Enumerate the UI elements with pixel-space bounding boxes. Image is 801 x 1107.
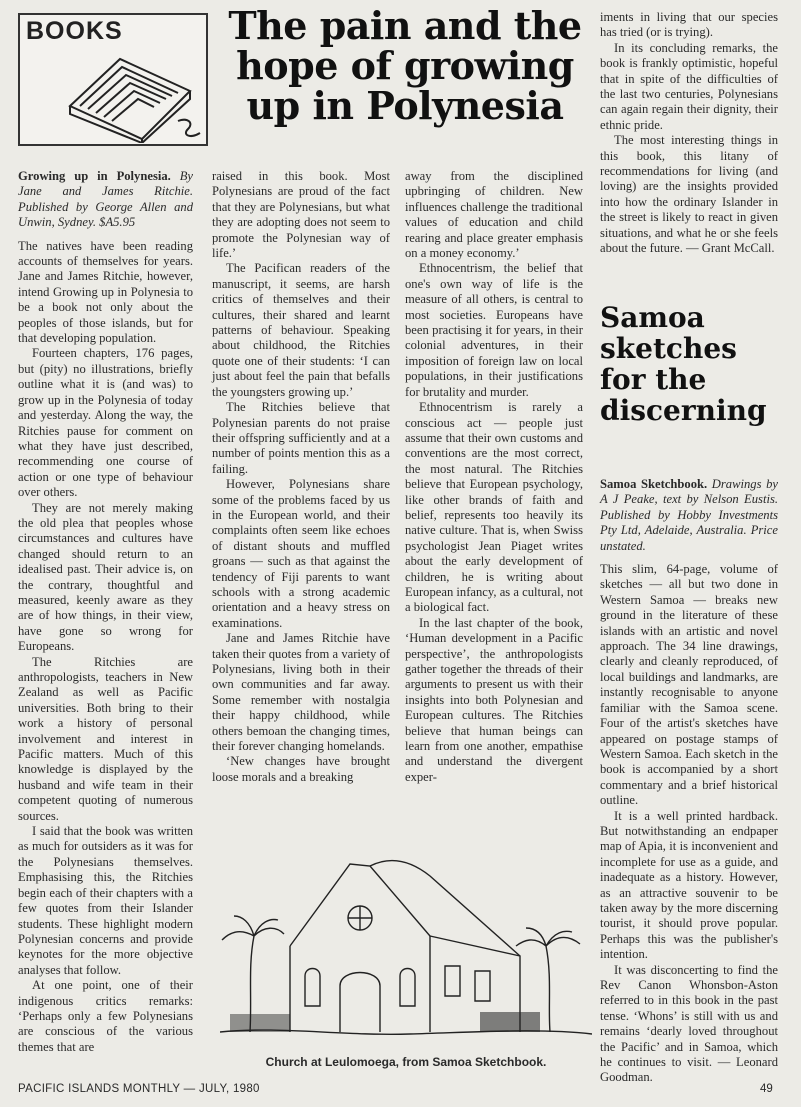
church-illustration (220, 836, 592, 1051)
book-citation-title: Growing up in Polynesia. (18, 169, 171, 183)
paragraph: At one point, one of their indigenous critics remarks: ‘Perhaps only a few Polynesians are conscious of the various themes that are (18, 978, 193, 1054)
paragraph: Fourteen chapters, 176 pages, but (pity) no illustrations, briefly outline what it is (and was) to grow up in the Polynesia of today and yesterday. Along the way, the Ritchies pause for comment on what they have just described, recommending one course of action or one type of behaviour over others. (18, 346, 193, 500)
paragraph: The Pacifican readers of the manuscript, it seems, are harsh critics of themselves and their cultures, their shared and learnt patterns of behaviour. Speaking about childhood, the Ritchies quote one of their students: ‘I can just about feel the pain that befalls the youngsters growing up.’ (212, 261, 390, 399)
book-citation-title: Samoa Sketchbook. (600, 477, 708, 491)
paragraph: In the last chapter of the book, ‘Human development in a Pacific perspective’, the anthropologists gather together the threads of their arguments to present us with their insights into both Polynesian and European cultures. The Ritchies believe that human beings can learn from one another, empathise and understand the divergent exper- (405, 615, 583, 784)
column-3 (405, 169, 583, 785)
paragraph: Ethnocentrism, the belief that one's own way of life is the measure of all others, is central to most societies. Europeans have been practising it for years, in their colonial adventures, in their imposition of foreign law on local populations, in their justifications for brutality and murder. (405, 261, 583, 399)
paragraph: I said that the book was written as much for outsiders as it was for the Polynesians themselves. Emphasising this, the Ritchies begin each of their chapters with a few quotes from their Islander students. These highlight modern Polynesian concerns and provide keynotes for the more objective analyses that follow. (18, 824, 193, 977)
paragraph: Jane and James Ritchie have taken their quotes from a variety of Polynesians, living both in their own communities and far away. Some remember with nostalgia their happy childhood, while others bemoan the changing times, their forever changing homelands. (212, 631, 390, 754)
paragraph: It was disconcerting to find the Rev Canon Whonsbon-Aston referred to in this book in the past tense. ‘Whons’ is still with us and remains ‘dearly loved throughout the Pacific’ and in Samoa, which he continues to visit. — Leonard Goodman. (600, 962, 778, 1085)
paragraph: In its concluding remarks, the book is frankly optimistic, hopeful that in spite of the difficulties of the last two centuries, Polynesians can again regain their dignity, their ethnic pride. (600, 40, 778, 132)
paragraph: raised in this book. Most Polynesians are proud of the fact that they are Polynesians, but what they are adopting does not seem to promote the Polynesian way of life.’ (212, 169, 390, 261)
headline: The pain and the hope of growing up in Polynesia (228, 3, 582, 128)
paragraph: The natives have been reading accounts of themselves for years. Jane and James Ritchie, however, intend Growing up in Polynesia to be a book not only about the peoples of those islands, but for that developing population. (18, 238, 193, 346)
paragraph: They are not merely making the old plea that peoples whose circumstances and cultures have changed should return to an idealised past. Their advice is, on the contrary, thoughtful and measured, keenly aware as they are of how things, in their view, have gone so wrong for Europeans. (18, 500, 193, 654)
book-citation (18, 169, 193, 231)
paragraph: It is a well printed hardback. But notwithstanding an endpaper map of Apia, it is inconvenient and incomplete for use as a guide, and inadequate as a history. However, as an attractive souvenir to be taken away by the more discerning tourist, it should prove popular. Perhaps this was the publisher's intention. (600, 808, 778, 962)
book-illustration (60, 51, 205, 143)
paragraph: Ethnocentrism is rarely a conscious act — people just assume that their own customs and conventions are the most correct, the most natural. The Ritchies believe that European psychology, like other brands of faith and belief, represents too heavily its native culture. That is, when Swiss psychologist Jean Piaget writes about the early development of children, he is writing about European infancy, as a cultural, not a biological fact. (405, 400, 583, 615)
column-2 (212, 169, 390, 785)
illustration-caption: Church at Leulomoega, from Samoa Sketchbook. (265, 1055, 547, 1069)
section-label-box (18, 13, 208, 146)
section-label: BOOKS (26, 17, 123, 45)
paragraph: This slim, 64-page, volume of sketches — all but two done in Western Samoa — breaks new ground in the literature of these islands with an artistic and novel approach. The 34 line drawings, clearly and cleanly reproduced, of local buildings and landmarks, are instantly recognisable to anyone familiar with the Samoa scene. Four of the artist's sketches have appeared on postage stamps of Western Samoa. Each sketch in the book is accompanied by a short commentary and a brief historical outline. (600, 562, 778, 808)
column-1 (18, 169, 193, 1055)
second-review-body (600, 477, 778, 1086)
book-citation-details: Drawings by A J Peake, text by Nelson Eustis. Published by Hobby Investments Pty Ltd, Adelaide, Australia. Price unstated. (600, 477, 778, 553)
paragraph: The Ritchies are anthropologists, teachers in New Zealand as well as Pacific universities. Both bring to their work a history of personal involvement and interest in Pacific matters. Much of this knowledge is displayed by the husband and wife team in their competent quoting of numerous sources. (18, 654, 193, 823)
paragraph: The Ritchies believe that Polynesian parents do not praise their offspring sufficiently and at a number of points mention this as a failing. (212, 400, 390, 476)
column-4 (600, 10, 778, 257)
paragraph: However, Polynesians share some of the problems faced by us in the European world, and their complaints often seem like echoes of distant shouts and muffled groans — such as that against the tendency of Fiji parents to want schools with a strong academic orientation and a heavy stress on examinations. (212, 477, 390, 630)
book-citation-details: By Jane and James Ritchie. Published by George Allen and Unwin, Sydney. $A5.95 (18, 169, 193, 230)
paragraph: The most interesting things in this book, this litany of recommendations for living (and loving) are the insights provided into how the ordinary Islander in the street is likely to react in given situations, and what he or she feels about the future. — Grant McCall. (600, 133, 778, 256)
second-review-headline: Samoa sketches for the discerning (600, 301, 767, 427)
book-citation (600, 477, 778, 554)
paragraph: ‘New changes have brought loose morals and a breaking (212, 754, 390, 784)
paragraph: away from the disciplined upbringing of children. New influences challenge the traditional values of education and child rearing and place greater emphasis on a money economy.’ (405, 169, 583, 261)
page-number: 49 (760, 1083, 773, 1095)
paragraph: iments in living that our species has tried (or is trying). (600, 10, 778, 40)
footer-publication: PACIFIC ISLANDS MONTHLY — JULY, 1980 (18, 1083, 260, 1095)
